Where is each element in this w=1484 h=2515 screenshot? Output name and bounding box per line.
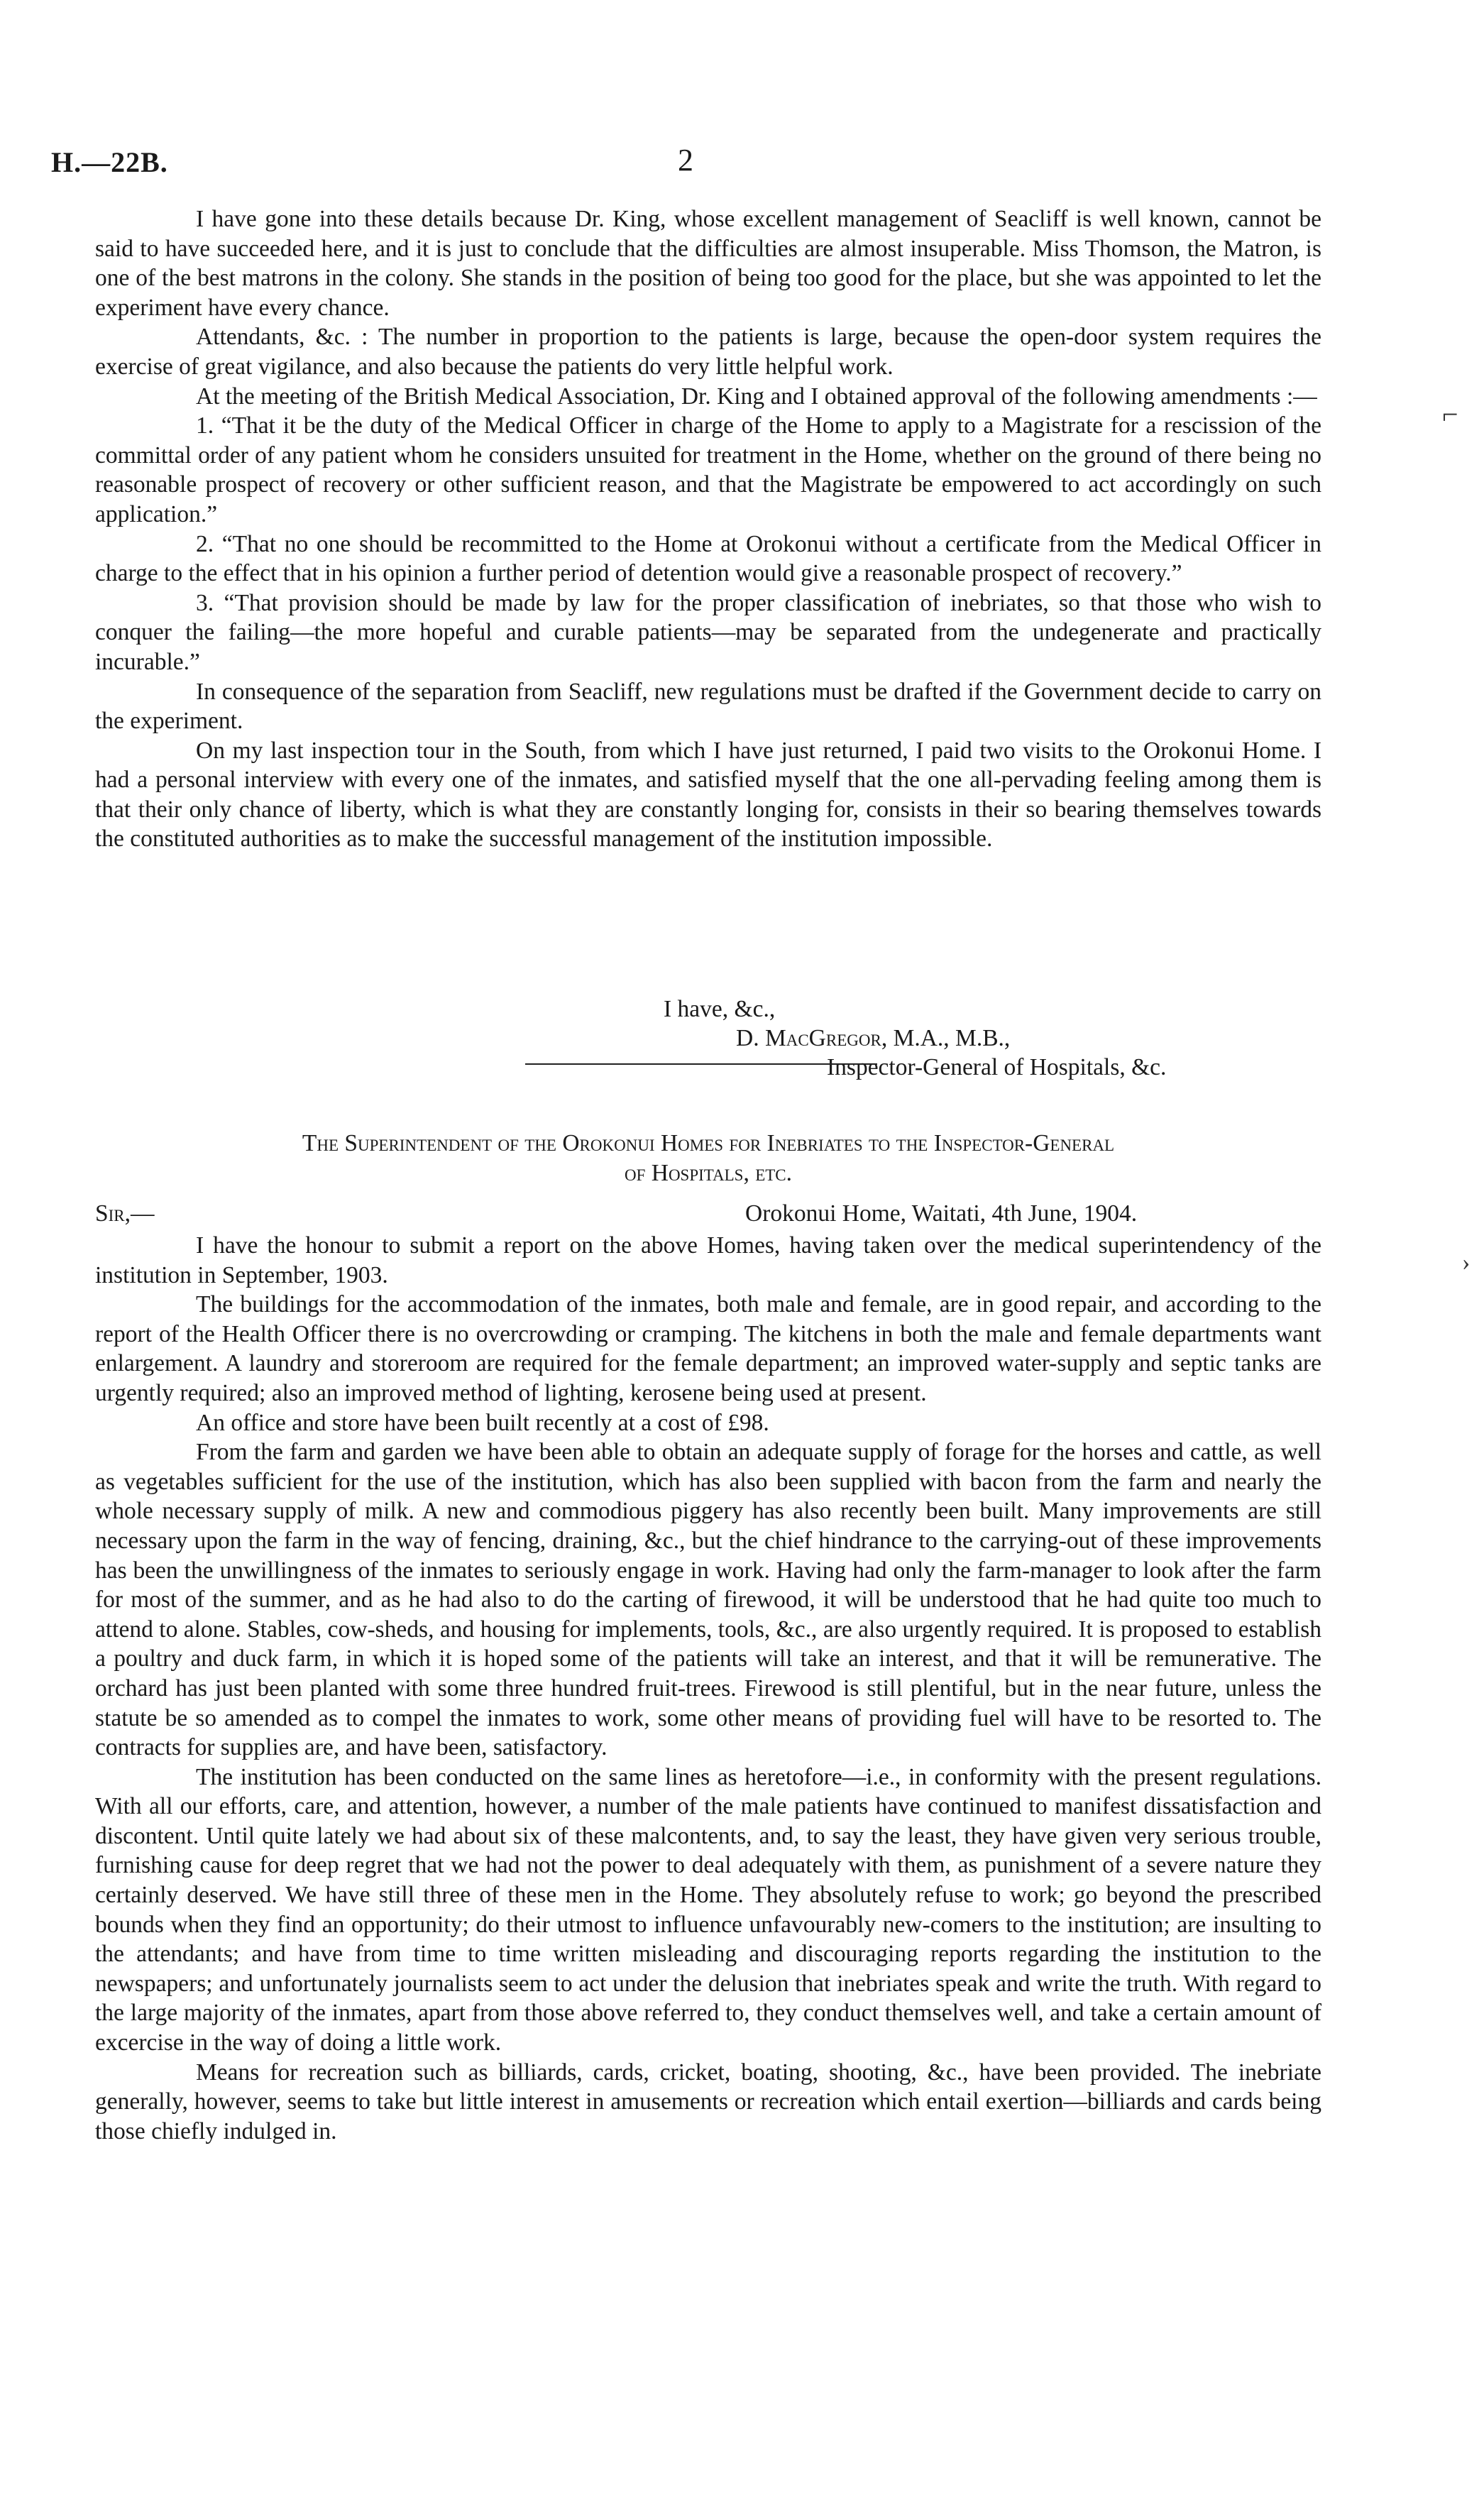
signatory-title: Inspector-General of Hospitals, &c.: [827, 1054, 1167, 1080]
dateline: Orokonui Home, Waitati, 4th June, 1904.: [745, 1200, 1138, 1227]
paragraph: At the meeting of the British Medical Association, Dr. King and I obtained approval of the following amendments :—: [196, 383, 1317, 410]
margin-scan-mark: ⌐: [1442, 398, 1458, 430]
closing-formula: I have, &c.,: [664, 996, 776, 1022]
paragraph: I have gone into these details because Dr. King, whose excellent management of Seacliff is well known, cannot be said to have succeeded here, and it is just to conclude that the difficulties are almost insuperable. Miss Thomson, the Matron, is one of the best matrons in the colony. She stands in the position of being too good for the place, but she was appointed to let the experiment have every chance.: [95, 206, 1321, 321]
amendment-3: 3. “That provision should be made by law for the proper classification of inebriates, so that those who wish to conquer the failing—the more hopeful and curable patients—may be separated from the undegenerate and practically incurable.”: [95, 589, 1321, 675]
section-title-line-1: The Superintendent of the Orokonui Homes for Inebriates to the Inspector-General: [302, 1130, 1115, 1156]
paragraph: From the farm and garden we have been able to obtain an adequate supply of forage for the horses and cattle, as well as vegetables sufficient for the use of the institution, which has also been supplied with bacon from the farm and nearly the whole necessary supply of milk. A new and commodious piggery has also recently been built. Many improvements are still necessary upon the farm in the way of fencing, draining, &c., but the chief hindrance to the carrying-out of these improvements has been the unwillingness of the inmates to seriously engage in work. Having had only the farm-manager to look after the farm for most of the summer, and as he had also to do the carting of firewood, it will be understood that he had quite too much to attend to alone. Stables, cow-sheds, and housing for implements, tools, &c., are also urgently required. It is proposed to establish a poultry and duck farm, in which it is hoped some of the patients will take an interest, and that it will be remunerative. The orchard has just been planted with some three hundred fruit-trees. Firewood is still plentiful, but in the near future, unless the statute be so amended as to compel the inmates to work, some other means of providing fuel will have to be resorted to. The contracts for supplies are, and have been, satisfactory.: [95, 1439, 1321, 1761]
report-body-section-1: [95, 204, 1321, 854]
margin-scan-mark: ›: [1462, 1249, 1471, 1276]
paragraph: I have the honour to submit a report on the above Homes, having taken over the medical superintendency of the institution in September, 1903.: [95, 1232, 1321, 1288]
salutation: Sir,—: [95, 1200, 155, 1227]
paragraph: Attendants, &c. : The number in proportion to the patients is large, because the open-door system requires the exercise of great vigilance, and also because the patients do very little helpful work.: [95, 324, 1321, 380]
paragraph: Means for recreation such as billiards, cards, cricket, boating, shooting, &c., have been provided. The inebriate generally, however, seems to take but little interest in amusements or recreation which entail exertion—billiards and cards being those chiefly indulged in.: [95, 2059, 1321, 2144]
paragraph: In consequence of the separation from Seacliff, new regulations must be drafted if the Government decide to carry on the experiment.: [95, 678, 1321, 735]
report-body-section-2: [95, 1231, 1321, 2146]
paragraph: On my last inspection tour in the South, from which I have just returned, I paid two visits to the Orokonui Home. I had a personal interview with every one of the inmates, and satisfied myself that the one all-pervading feeling among them is that their only chance of liberty, which is what they are constantly longing for, consists in their so bearing themselves towards the constituted authorities as to make the successful management of the institution impossible.: [95, 737, 1321, 853]
section-divider: [525, 1063, 877, 1065]
paragraph: The buildings for the accommodation of the inmates, both male and female, are in good repair, and according to the report of the Health Officer there is no overcrowding or cramping. The kitchens in both the male and female departments want enlargement. A laundry and storeroom are required for the female department; an improved water-supply and septic tanks are urgently required; also an improved method of lighting, kerosene being used at present.: [95, 1291, 1321, 1406]
amendment-1: 1. “That it be the duty of the Medical Officer in charge of the Home to apply to a Magistrate for a rescission of the committal order of any patient whom he considers unsuited for treatment in the Home, whether on the ground of there being no reasonable prospect of recovery or other sufficient reason, and that the Magistrate be empowered to act accordingly on such application.”: [95, 412, 1321, 527]
paragraph: An office and store have been built recently at a cost of £98.: [196, 1409, 769, 1436]
document-reference: H.—22B.: [51, 146, 168, 178]
amendment-2: 2. “That no one should be recommitted to the Home at Orokonui without a certificate from the Medical Officer in charge to the effect that in his opinion a further period of detention would give a reasonable prospect of recovery.”: [95, 530, 1321, 587]
signatory-name: D. MacGregor, M.A., M.B.,: [736, 1025, 1011, 1051]
page-number: 2: [678, 143, 693, 177]
paragraph: The institution has been conducted on the same lines as heretofore—i.e., in conformity with the present regulations. With all our efforts, care, and attention, however, a number of the male patients have continued to manifest dissatisfaction and discontent. Until quite lately we had about six of these malcontents, and, to say the least, they have given very serious trouble, furnishing cause for deep regret that we had not the power to deal adequately with them, as punishment of a severe nature they certainly deserved. We have still three of these men in the Home. They absolutely refuse to work; go beyond the prescribed bounds when they find an opportunity; do their utmost to influence unfavourably new-comers to the institution; are insulting to the attendants; and have from time to time written misleading and discouraging reports regarding the institution to the newspapers; and unfortunately journalists seem to act under the delusion that inebriates speak and write the truth. With regard to the large majority of the inmates, apart from those above referred to, they conduct themselves well, and take a certain amount of excercise in the way of doing a little work.: [95, 1763, 1321, 2056]
section-title: [95, 1129, 1321, 1188]
section-title-line-2: of Hospitals, etc.: [624, 1159, 793, 1186]
